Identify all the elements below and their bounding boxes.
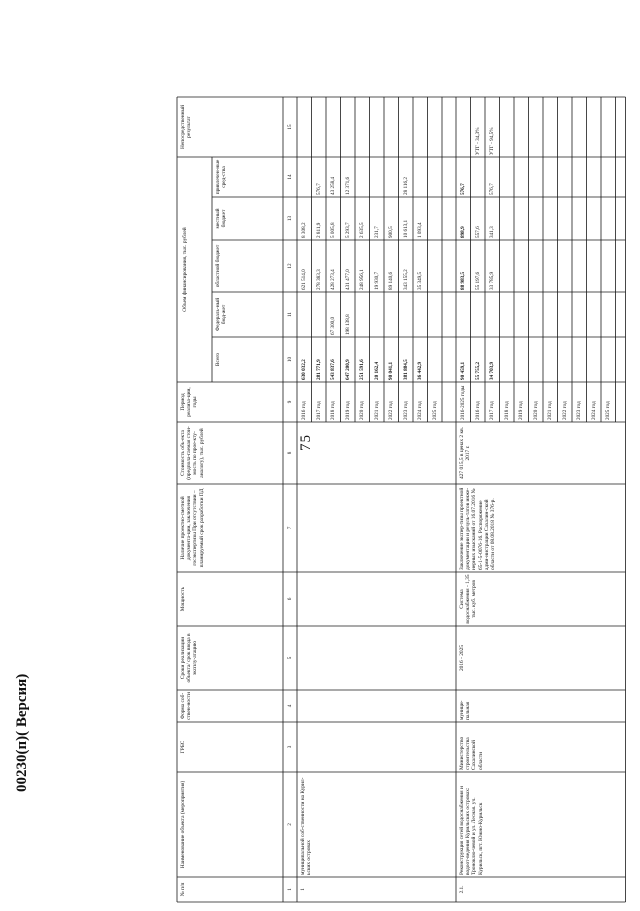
row-a-year: 2020 год <box>359 401 365 420</box>
row-a-regional: 89 140,6 <box>388 271 394 290</box>
row-a-local: 231,7 <box>373 226 380 238</box>
column-number: 4 <box>287 704 293 708</box>
row-b-term: 2016 - 2025 <box>459 644 465 672</box>
row-a-name: муниципальной соб-ственности на Курил-ьских островах <box>300 777 313 875</box>
row-a-year: 2016 год <box>301 401 307 420</box>
row-b-docs: Заключение экспер-тизы проектной документации и резуль-татов инже-нерных изысканий от 16.07.2016 № 65-1-5-0076-16. Распоряжение адми-нистрации Сахалин-ской области от 08.08.2018 № 376-р. <box>459 487 497 570</box>
row-b-total: 34 703,9 <box>489 361 495 380</box>
row-a-federal <box>387 292 399 337</box>
row-a-local: 5 005,8 <box>330 222 336 238</box>
header-col13: местный бюджет <box>215 208 228 229</box>
row-b-total: 90 459,1 <box>460 361 466 380</box>
row-a-regional: 428 273,4 <box>330 269 336 290</box>
row-a-total: 90 041,1 <box>388 361 394 380</box>
row-a-other <box>416 157 428 197</box>
row-a-regional: 248 956,1 <box>359 269 365 290</box>
row-a-local: 2 635,5 <box>359 222 365 238</box>
row-a-other <box>358 157 370 197</box>
header-col11: Федераль-ный бюд-жет <box>215 297 228 332</box>
row-b-year: 2018 год <box>503 401 510 420</box>
row-a-other <box>373 157 385 197</box>
header-col10: Всего <box>215 352 221 367</box>
row-a-year: 2024 год <box>417 401 423 420</box>
row-a-regional: 621 514,0 <box>301 269 307 290</box>
header-col1: № п/п <box>180 882 186 897</box>
row-a-federal <box>358 292 370 337</box>
row-b-other <box>474 157 486 197</box>
row-b-result: УТГ - 34,3% <box>474 127 481 155</box>
row-b-result <box>459 97 471 157</box>
row-b-year: 2023 год <box>576 401 582 420</box>
row-a-regional: 35 349,5 <box>417 271 423 290</box>
row-a-year: 2017 год <box>315 401 322 420</box>
column-number: 13 <box>287 215 293 222</box>
column-number: 5 <box>287 656 293 660</box>
row-b-other: 576,7 <box>460 183 466 195</box>
row-a-local: 10 613,1 <box>402 219 409 238</box>
row-a-federal <box>402 292 414 337</box>
row-a-total <box>431 337 443 382</box>
row-b-year: 2017 год <box>489 401 495 420</box>
row-a-local: 5 293,7 <box>344 222 351 238</box>
header-col3: ГРБС <box>180 740 186 754</box>
row-a-local: 8 308,2 <box>301 222 307 238</box>
row-a-local: 900,5 <box>388 226 394 238</box>
row-a-federal: 198 138,8 <box>344 314 351 335</box>
row-b-year: 2022 год <box>561 401 568 420</box>
row-a-year: 2018 год <box>330 401 336 420</box>
row-b-year: 2016 год <box>474 401 481 420</box>
row-b-regional: 55 197,6 <box>474 271 481 290</box>
row-a-local <box>431 197 443 240</box>
row-b-year: 2025 год <box>605 401 611 420</box>
row-a-other <box>387 157 399 197</box>
header-col7: Наличие проектно-сметной документа-ции, заключения госэкспертизы При отсутствии – планируемый срок разработки ПД <box>180 488 205 568</box>
row-b-name: Реконструкция сетей водоснабжения и водоот-ведения Курильских островах: Троноклю-чевой и ул. Лесная. уч. Курильск, пгт. Южно-Курильск <box>459 786 484 875</box>
row-b-year: 2016-2025 годы <box>460 385 466 420</box>
row-a-other <box>431 157 443 197</box>
row-a-year: 2023 год <box>402 401 409 420</box>
row-b-local: 898,9 <box>460 226 466 238</box>
row-a-other: 28 116,2 <box>402 177 409 195</box>
row-a-total: 36 442,9 <box>417 361 423 380</box>
row-a-local: 1 093,4 <box>417 222 423 238</box>
row-b-year: 2021 год <box>547 401 553 420</box>
column-number: 15 <box>287 124 293 130</box>
footer-code: 00230(п)( Версия) <box>14 673 30 792</box>
row-a-year: 2025 год <box>431 401 438 420</box>
column-number: 11 <box>287 312 293 317</box>
row-b-regional: 88 983,5 <box>460 271 466 290</box>
header-col2: Наименование объекта (мероприятия) <box>180 780 186 869</box>
column-number: 8 <box>287 451 293 455</box>
row-a-other <box>300 157 312 197</box>
row-a-regional: 278 383,3 <box>315 269 322 290</box>
row-b-federal <box>459 292 471 337</box>
row-b-local: 341,3 <box>489 226 495 238</box>
row-a-other: 43 258,4 <box>330 176 336 195</box>
row-a-total: 630 032,2 <box>301 359 307 380</box>
column-number: 9 <box>287 400 293 404</box>
header-col8: Стоимость объ-екта (предпола-гаемая стои-мость по прое-кту-аналогу), тыс. рублей <box>180 426 205 480</box>
column-number: 2 <box>287 823 293 826</box>
row-a-number: 1 <box>300 888 306 891</box>
row-b-number: 2.1. <box>459 885 465 894</box>
row-b-grbs: Министерство строительства Сахалинской области <box>459 736 484 770</box>
row-a-year: 2022 год <box>388 401 394 420</box>
header-col14: привлечен-ные сред-ства <box>215 159 228 195</box>
column-number: 3 <box>287 745 293 749</box>
header-col12: областной бюджет <box>215 244 221 288</box>
row-a-regional <box>431 240 443 292</box>
header-col4: Форма соб-ствен-ности <box>180 692 193 720</box>
rotated-table <box>165 97 640 902</box>
column-number: 6 <box>287 597 293 601</box>
row-a-federal <box>315 292 327 337</box>
row-a-federal <box>300 292 312 337</box>
row-a-total: 647 200,9 <box>344 359 351 380</box>
page-number: 75 <box>298 434 314 451</box>
header-col9: Период реализа-ции, годы <box>180 387 199 417</box>
row-a-year: 2021 год <box>373 401 380 420</box>
row-b-result: УТГ - 94,5% <box>489 127 495 155</box>
column-number: 7 <box>287 526 293 530</box>
row-b-cost: 427 015,5 в ценах 2 кв. 2017 г. <box>459 427 472 479</box>
row-b-year: 2020 год <box>532 401 539 420</box>
row-a-local: 2 811,9 <box>315 222 322 238</box>
row-a-federal: 67 300,0 <box>330 316 336 335</box>
row-b-other: 576,7 <box>489 183 495 195</box>
row-a-other: 576,7 <box>315 183 322 195</box>
row-a-regional: 19 930,7 <box>373 271 380 290</box>
row-a-regional: 431 477,0 <box>344 269 351 290</box>
row-a-regional: 343 155,2 <box>402 269 409 290</box>
row-a-federal <box>373 292 385 337</box>
row-a-federal <box>416 292 428 337</box>
row-b-ownership: муници-пальная <box>459 700 472 720</box>
row-a-total: 281 771,9 <box>315 359 322 380</box>
row-b-federal <box>474 292 486 337</box>
row-a-total: 20 162,4 <box>373 361 380 380</box>
row-b-local: 557,6 <box>474 226 481 238</box>
header-col5: Сроки реализации объекта/ срок ввода в эксплу-атацию <box>180 633 199 683</box>
column-number: 12 <box>287 263 293 269</box>
header-result: Непосредственный результат <box>180 104 193 150</box>
row-a-federal <box>431 292 443 337</box>
header-funding-group: Объем финансирования, тыс. рублей <box>182 227 188 312</box>
header-col6: Мощность <box>180 586 186 612</box>
row-b-year: 2019 год <box>518 401 524 420</box>
row-b-total: 55 755,2 <box>474 361 481 380</box>
row-a-total: 381 884,5 <box>402 359 409 380</box>
row-a-year: 2019 год <box>344 401 351 420</box>
column-number: 14 <box>287 174 293 180</box>
row-a-other: 12 371,6 <box>344 176 351 195</box>
column-number: 10 <box>287 356 293 363</box>
row-b-year: 2024 год <box>590 401 597 420</box>
row-b-regional: 33 785,9 <box>489 271 495 290</box>
row-a-total: 543 837,6 <box>330 359 336 380</box>
row-b-capacity: Система водоснабжения - 1,35 тыс. куб. метров <box>459 574 478 624</box>
row-b-federal <box>488 292 500 337</box>
column-number: 1 <box>287 888 293 891</box>
row-a-total: 251 591,6 <box>359 359 365 380</box>
